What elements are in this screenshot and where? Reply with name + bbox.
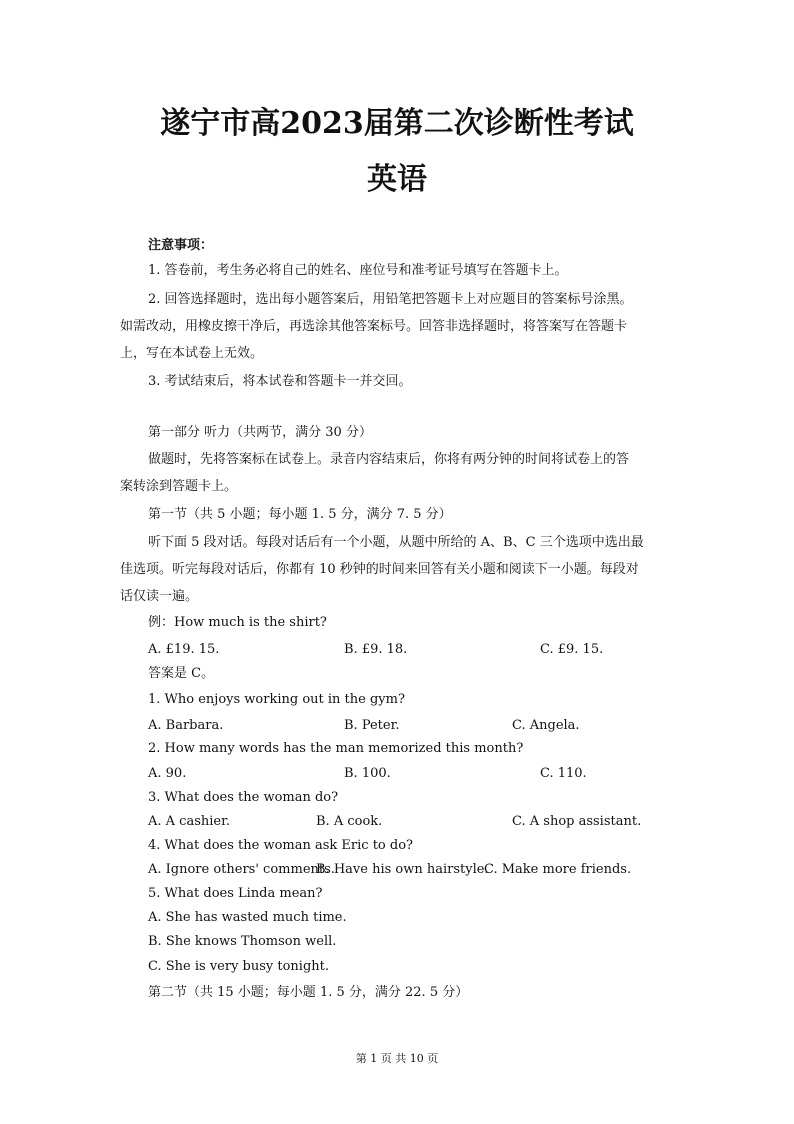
question-1-option-b: B. Peter.: [344, 718, 400, 733]
section1-heading: 第一节（共 5 小题；每小题 1. 5 分，满分 7. 5 分）: [148, 507, 452, 522]
exam-title: 遂宁市高2023届第二次诊断性考试: [160, 106, 634, 141]
question-1-option-c: C. Angela.: [512, 718, 580, 733]
section1-line-3: 话仅读一遍。: [120, 589, 199, 604]
part1-heading: 第一部分 听力（共两节，满分 30 分）: [148, 425, 372, 440]
question-2-option-c: C. 110.: [540, 766, 587, 781]
question-5-option-c: C. She is very busy tonight.: [148, 959, 330, 974]
question-4-option-c: C. Make more friends.: [484, 862, 632, 877]
part1-intro-line-2: 案转涂到答题卡上。: [120, 479, 238, 494]
part1-intro-line-1: 做题时，先将答案标在试卷上。录音内容结束后，你将有两分钟的时间将试卷上的答: [148, 452, 630, 467]
section2-heading: 第二节（共 15 小题；每小题 1. 5 分，满分 22. 5 分）: [148, 985, 469, 1000]
question-2-option-a: A. 90.: [148, 766, 187, 781]
page-footer: 第 1 页 共 10 页: [355, 1052, 439, 1065]
notice-item-3: 3. 考试结束后，将本试卷和答题卡一并交回。: [148, 374, 412, 389]
question-3-option-c: C. A shop assistant.: [512, 814, 642, 829]
example-option-a: A. £19. 15.: [148, 642, 220, 657]
notice-heading: 注意事项：: [148, 238, 214, 253]
notice-item-2-line-2: 如需改动，用橡皮擦干净后，再选涂其他答案标号。回答非选择题时，将答案写在答题卡: [120, 319, 628, 334]
section1-line-1: 听下面 5 段对话。每段对话后有一个小题，从题中所给的 A、B、C 三个选项中选出最: [148, 535, 644, 550]
example-question: 例：How much is the shirt?: [148, 615, 327, 630]
subject-title: 英语: [367, 162, 427, 197]
question-2-option-b: B. 100.: [344, 766, 391, 781]
section1-line-2: 佳选项。听完每段对话后，你都有 10 秒钟的时间来回答有关小题和阅读下一小题。每段对: [120, 562, 639, 577]
question-4-option-a: A. Ignore others' comments.: [148, 862, 335, 877]
question-3-option-b: B. A cook.: [316, 814, 383, 829]
notice-item-2-line-1: 2. 回答选择题时，选出每小题答案后，用铅笔把答题卡上对应题目的答案标号涂黑。: [148, 292, 633, 307]
question-1-option-a: A. Barbara.: [148, 718, 224, 733]
question-4-option-b: B. Have his own hairstyle.: [316, 862, 489, 877]
example-option-c: C. £9. 15.: [540, 642, 604, 657]
question-3: 3. What does the woman do?: [148, 790, 339, 805]
notice-item-2-line-3: 上，写在本试卷上无效。: [120, 346, 264, 361]
question-5: 5. What does Linda mean?: [148, 886, 323, 901]
example-answer: 答案是 C。: [148, 666, 215, 681]
question-3-option-a: A. A cashier.: [148, 814, 231, 829]
question-5-option-a: A. She has wasted much time.: [148, 910, 347, 925]
question-2: 2. How many words has the man memorized this month?: [148, 741, 524, 756]
example-option-b: B. £9. 18.: [344, 642, 408, 657]
question-1: 1. Who enjoys working out in the gym?: [148, 692, 405, 707]
question-5-option-b: B. She knows Thomson well.: [148, 934, 337, 949]
notice-item-1: 1. 答卷前，考生务必将自己的姓名、座位号和准考证号填写在答题卡上。: [148, 263, 568, 278]
question-4: 4. What does the woman ask Eric to do?: [148, 838, 413, 853]
